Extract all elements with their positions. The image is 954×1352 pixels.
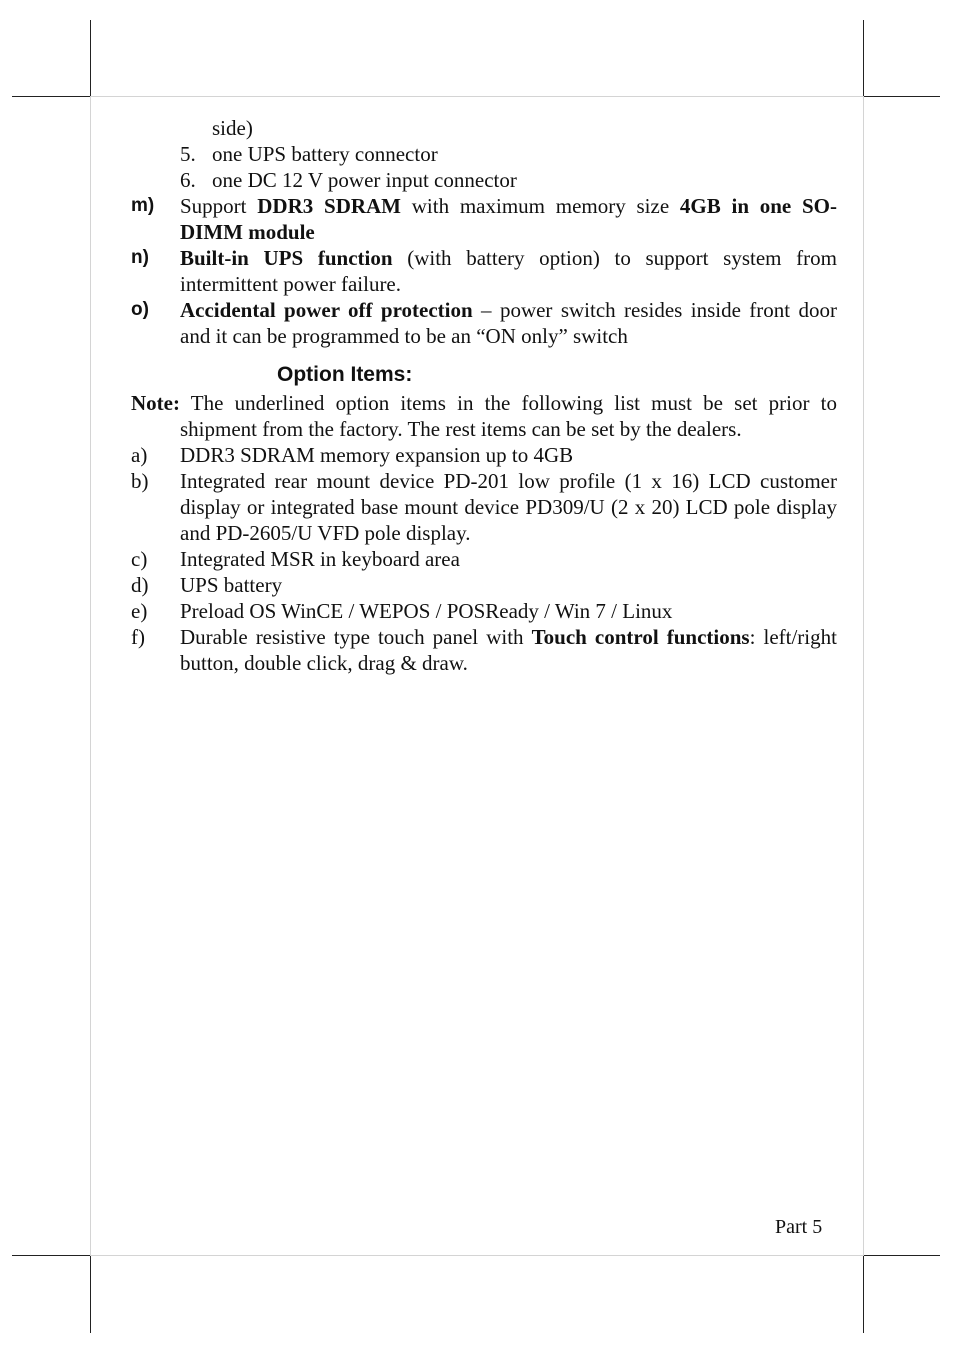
option-label: d) — [131, 573, 149, 597]
text-run: with maximum memory size — [401, 194, 680, 218]
crop-mark — [864, 1255, 940, 1256]
bold-run: 4GB in one SO-DIMM module — [180, 194, 837, 244]
page-content — [131, 115, 837, 676]
crop-mark — [90, 1256, 91, 1333]
page-border — [90, 96, 91, 1256]
note-text: The underlined option items in the following list must be set prior to shipment from the factory. The rest items can be set by the dealers. — [179, 391, 837, 441]
feature-label: n) — [131, 247, 149, 268]
page-footer: Part 5 — [775, 1216, 823, 1238]
crop-mark — [12, 1255, 90, 1256]
section-heading: Option Items: — [277, 363, 413, 386]
feature-item — [131, 297, 837, 349]
item-number: 6. — [180, 168, 196, 192]
option-label: f) — [131, 625, 145, 649]
bold-run: DDR3 SDRAM — [257, 194, 402, 218]
option-item — [131, 598, 837, 624]
option-item — [131, 546, 837, 572]
feature-label: o) — [131, 299, 149, 320]
option-label: a) — [131, 443, 148, 467]
option-item — [131, 624, 837, 676]
crop-mark — [90, 20, 91, 96]
page-border — [863, 96, 864, 1256]
item-number: 5. — [180, 142, 196, 166]
item-text: one DC 12 V power input connector — [212, 168, 517, 192]
note-paragraph — [131, 390, 837, 442]
bold-run: Built-in UPS function — [180, 246, 393, 270]
crop-mark — [863, 1256, 864, 1333]
text-run: UPS battery — [180, 573, 283, 597]
feature-label: m) — [131, 195, 155, 216]
option-item — [131, 442, 837, 468]
crop-mark — [12, 96, 90, 97]
feature-item — [131, 193, 837, 245]
text-run: Integrated rear mount device PD-201 low profile (1 x 16) LCD customer display or integrated base mount device PD309/U (2 x 20) LCD pole display and PD-2605/U VFD pole display. — [180, 469, 837, 545]
numbered-item — [131, 167, 837, 193]
option-label: c) — [131, 547, 148, 571]
bold-run: Touch control functions — [531, 625, 750, 649]
text-run: Preload OS WinCE / WEPOS / POSReady / Win 7 / Linux — [180, 599, 673, 623]
text-run: – power switch resides inside front door and it can be programmed to be an “ON only” switch — [180, 298, 837, 348]
page-border — [90, 96, 864, 97]
option-label: e) — [131, 599, 148, 623]
feature-item — [131, 245, 837, 297]
crop-mark — [864, 96, 940, 97]
numbered-item — [131, 141, 837, 167]
option-label: b) — [131, 469, 149, 493]
option-item — [131, 468, 837, 546]
text-run: DDR3 SDRAM memory expansion up to 4GB — [180, 443, 574, 467]
list-continuation: side) — [212, 116, 253, 140]
item-text: one UPS battery connector — [212, 142, 438, 166]
text-run: Integrated MSR in keyboard area — [180, 547, 460, 571]
text-run: (with battery option) to support system from intermittent power failure. — [180, 246, 837, 296]
crop-mark — [863, 20, 864, 96]
page-border — [90, 1255, 864, 1256]
note-label: Note: — [131, 391, 180, 415]
text-run: : left/right button, double click, drag & draw. — [180, 625, 837, 675]
text-run: Durable resistive type touch panel with — [180, 625, 532, 649]
bold-run: Accidental power off protection — [180, 298, 473, 322]
text-run: Support — [180, 194, 258, 218]
option-item — [131, 572, 837, 598]
